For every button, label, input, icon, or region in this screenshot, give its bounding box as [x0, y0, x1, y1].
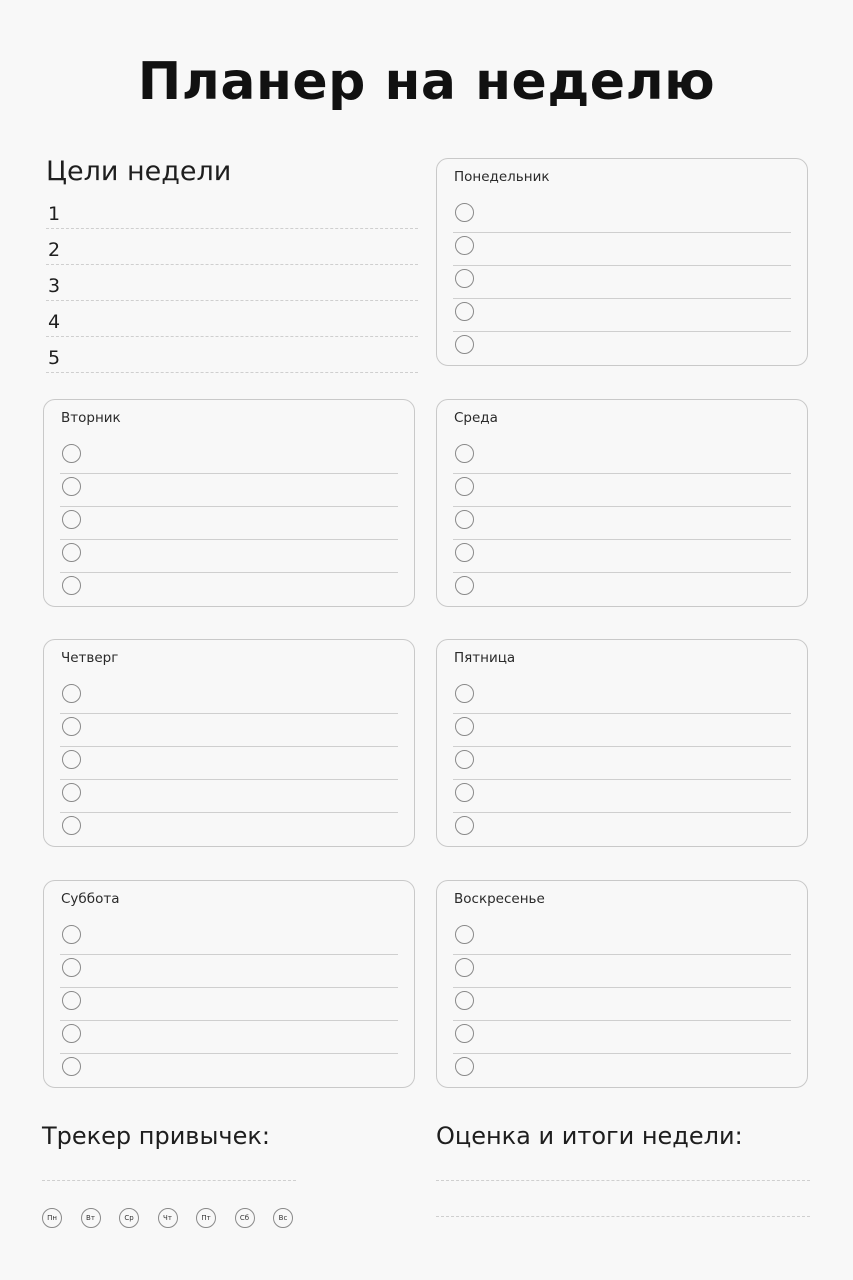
task-row[interactable]	[453, 680, 791, 714]
goal-row[interactable]	[46, 193, 418, 229]
habit-line[interactable]	[42, 1180, 296, 1181]
task-checkbox[interactable]	[62, 477, 81, 496]
day-card-tuesday	[43, 399, 415, 607]
task-checkbox[interactable]	[455, 510, 474, 529]
task-row[interactable]	[60, 987, 398, 1021]
task-row[interactable]	[453, 812, 791, 845]
task-checkbox[interactable]	[455, 444, 474, 463]
task-row[interactable]	[453, 1020, 791, 1054]
task-checkbox[interactable]	[455, 302, 474, 321]
goal-row[interactable]	[46, 229, 418, 265]
task-row[interactable]	[453, 199, 791, 233]
task-row[interactable]	[453, 987, 791, 1021]
task-checkbox[interactable]	[455, 236, 474, 255]
task-row[interactable]	[453, 440, 791, 474]
task-checkbox[interactable]	[62, 816, 81, 835]
task-checkbox[interactable]	[455, 750, 474, 769]
page-title: Планер на неделю	[137, 52, 716, 112]
task-row[interactable]	[453, 331, 791, 364]
task-row[interactable]	[60, 473, 398, 507]
task-checkbox[interactable]	[62, 717, 81, 736]
task-checkbox[interactable]	[455, 1057, 474, 1076]
task-row[interactable]	[60, 713, 398, 747]
task-checkbox[interactable]	[455, 684, 474, 703]
task-row[interactable]	[60, 506, 398, 540]
day-title: Понедельник	[454, 169, 550, 185]
goal-row[interactable]	[46, 301, 418, 337]
task-checkbox[interactable]	[62, 510, 81, 529]
task-row[interactable]	[453, 713, 791, 747]
task-row[interactable]	[453, 779, 791, 813]
task-checkbox[interactable]	[455, 477, 474, 496]
week-summary-heading: Оценка и итоги недели:	[436, 1122, 743, 1150]
task-row[interactable]	[453, 572, 791, 605]
summary-line[interactable]	[436, 1180, 810, 1181]
day-title: Вторник	[61, 410, 121, 426]
task-checkbox[interactable]	[62, 783, 81, 802]
habit-day-checkbox[interactable]: Вс	[273, 1208, 293, 1228]
task-checkbox[interactable]	[62, 576, 81, 595]
task-checkbox[interactable]	[455, 269, 474, 288]
day-title: Воскресенье	[454, 891, 545, 907]
habit-day-checkbox[interactable]: Пт	[196, 1208, 216, 1228]
task-checkbox[interactable]	[62, 925, 81, 944]
task-checkbox[interactable]	[455, 991, 474, 1010]
task-checkbox[interactable]	[455, 576, 474, 595]
task-row[interactable]	[453, 298, 791, 332]
task-checkbox[interactable]	[455, 783, 474, 802]
task-row[interactable]	[453, 954, 791, 988]
habit-day-checkbox[interactable]: Ср	[119, 1208, 139, 1228]
task-checkbox[interactable]	[455, 925, 474, 944]
task-checkbox[interactable]	[62, 1057, 81, 1076]
task-row[interactable]	[453, 506, 791, 540]
goals-heading: Цели недели	[46, 156, 232, 187]
task-row[interactable]	[60, 954, 398, 988]
task-row[interactable]	[453, 539, 791, 573]
goal-number: 5	[48, 347, 61, 369]
goal-number: 4	[48, 311, 61, 333]
task-row[interactable]	[60, 440, 398, 474]
day-card-thursday	[43, 639, 415, 847]
task-row[interactable]	[60, 746, 398, 780]
task-row[interactable]	[453, 473, 791, 507]
task-row[interactable]	[453, 232, 791, 266]
goal-row[interactable]	[46, 265, 418, 301]
task-row[interactable]	[60, 572, 398, 605]
goal-line	[46, 372, 418, 373]
habit-day-checkbox[interactable]: Чт	[158, 1208, 178, 1228]
task-checkbox[interactable]	[455, 816, 474, 835]
day-title: Суббота	[61, 891, 120, 907]
habit-day-checkbox[interactable]: Вт	[81, 1208, 101, 1228]
task-checkbox[interactable]	[62, 991, 81, 1010]
task-checkbox[interactable]	[455, 203, 474, 222]
goal-number: 1	[48, 203, 61, 225]
day-card-saturday	[43, 880, 415, 1088]
task-checkbox[interactable]	[455, 958, 474, 977]
task-row[interactable]	[60, 812, 398, 845]
habit-day-checkbox[interactable]: Сб	[235, 1208, 255, 1228]
task-row[interactable]	[60, 539, 398, 573]
task-row[interactable]	[60, 1020, 398, 1054]
day-title: Среда	[454, 410, 498, 426]
day-title: Четверг	[61, 650, 119, 666]
goal-row[interactable]	[46, 337, 418, 373]
task-row[interactable]	[453, 265, 791, 299]
task-checkbox[interactable]	[62, 444, 81, 463]
task-checkbox[interactable]	[62, 1024, 81, 1043]
task-row[interactable]	[60, 921, 398, 955]
habit-day-checkbox[interactable]: Пн	[42, 1208, 62, 1228]
summary-line[interactable]	[436, 1216, 810, 1217]
goals-section	[46, 156, 418, 373]
task-row[interactable]	[453, 921, 791, 955]
day-card-friday	[436, 639, 808, 847]
task-checkbox[interactable]	[455, 1024, 474, 1043]
task-row[interactable]	[60, 779, 398, 813]
task-row[interactable]	[453, 746, 791, 780]
goal-number: 3	[48, 275, 61, 297]
day-title: Пятница	[454, 650, 516, 666]
day-card-monday	[436, 158, 808, 366]
task-row[interactable]	[60, 1053, 398, 1086]
task-checkbox[interactable]	[455, 335, 474, 354]
habit-tracker-heading: Трекер привычек:	[42, 1122, 270, 1150]
task-checkbox[interactable]	[62, 684, 81, 703]
day-card-sunday	[436, 880, 808, 1088]
habit-days	[42, 1208, 312, 1228]
task-row[interactable]	[453, 1053, 791, 1086]
task-checkbox[interactable]	[455, 717, 474, 736]
day-card-wednesday	[436, 399, 808, 607]
task-checkbox[interactable]	[62, 543, 81, 562]
task-checkbox[interactable]	[62, 750, 81, 769]
task-checkbox[interactable]	[62, 958, 81, 977]
task-row[interactable]	[60, 680, 398, 714]
goal-number: 2	[48, 239, 61, 261]
task-checkbox[interactable]	[455, 543, 474, 562]
